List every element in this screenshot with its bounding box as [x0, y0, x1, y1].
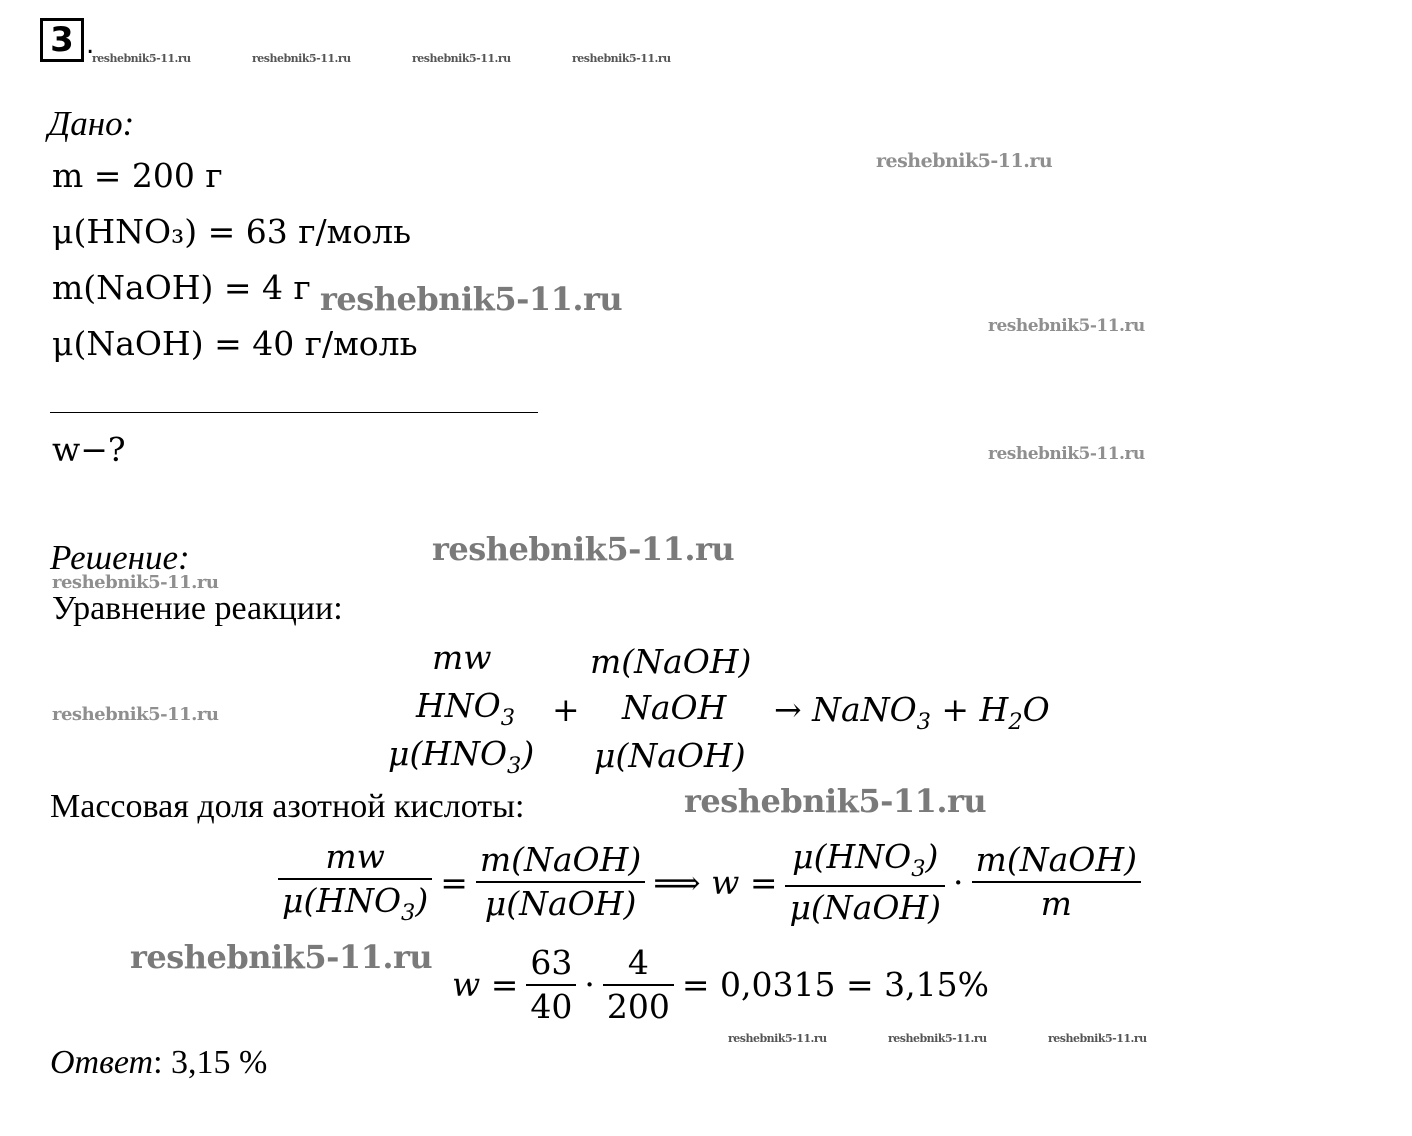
formula-line	[278, 838, 1141, 927]
fraction	[476, 841, 645, 923]
fraction-bar	[972, 881, 1141, 883]
calc-result: = 0,0315 = 3,15%	[681, 965, 989, 1005]
watermark: reshebnik5-11.ru	[252, 52, 351, 65]
fraction-denominator: 200	[606, 986, 670, 1026]
answer-line	[50, 1044, 267, 1082]
given-heading: Дано:	[48, 104, 135, 143]
fraction-bar	[785, 885, 945, 887]
reaction-above-right: m(NaOH)	[590, 642, 752, 681]
solution-heading: Решение:	[50, 538, 190, 577]
watermark: reshebnik5-11.ru	[432, 530, 735, 568]
multiply-dot: ·	[953, 862, 964, 902]
answer-value: : 3,15 %	[153, 1044, 268, 1081]
problem-number-dot: .	[86, 30, 95, 60]
reaction-reagent-left: $HNO_3$	[416, 686, 515, 731]
fraction	[972, 841, 1141, 923]
fraction-numerator: $\mu(HNO_3)$	[792, 837, 939, 882]
watermark: reshebnik5-11.ru	[728, 1032, 827, 1045]
fraction-numerator: mw	[325, 837, 385, 876]
fraction-bar	[603, 984, 674, 986]
reaction-above-left: mw	[432, 638, 492, 677]
watermark: reshebnik5-11.ru	[572, 52, 671, 65]
fraction-denominator: m	[1040, 884, 1072, 924]
mass-fraction-label: Массовая доля азотной кислоты:	[50, 788, 525, 825]
calculation-line	[452, 944, 989, 1026]
fraction-numerator: m(NaOH)	[479, 840, 642, 880]
fraction-denominator: μ(NaOH)	[484, 884, 637, 924]
multiply-dot: ·	[584, 965, 595, 1005]
fraction-bar	[476, 881, 645, 883]
divider-line	[50, 412, 538, 413]
given-line: m = 200 г	[52, 156, 223, 195]
reaction-reagent-right: NaOH	[622, 688, 727, 727]
calc-lhs: w =	[452, 965, 519, 1005]
fraction-denominator: μ(NaOH)	[789, 887, 942, 927]
watermark: reshebnik5-11.ru	[1048, 1032, 1147, 1045]
given-line: μ(NaOH) = 40 г/моль	[52, 324, 418, 363]
watermark: reshebnik5-11.ru	[888, 1032, 987, 1045]
answer-label: Ответ	[50, 1044, 154, 1081]
watermark: reshebnik5-11.ru	[92, 52, 191, 65]
watermark: reshebnik5-11.ru	[684, 782, 987, 820]
fraction-bar	[526, 984, 576, 986]
watermark: reshebnik5-11.ru	[320, 280, 623, 318]
watermark: reshebnik5-11.ru	[130, 938, 433, 976]
find-line: w−?	[52, 430, 126, 469]
fraction-numerator: 63	[530, 943, 573, 982]
problem-number: 3	[40, 18, 84, 62]
implies-sign: ⟹ w =	[653, 862, 778, 902]
fraction	[785, 838, 945, 927]
watermark: reshebnik5-11.ru	[52, 572, 219, 593]
reaction-label: Уравнение реакции:	[52, 590, 343, 627]
watermark: reshebnik5-11.ru	[412, 52, 511, 65]
fraction-denominator: $\mu(HNO_3)$	[282, 880, 429, 926]
fraction	[526, 944, 576, 1026]
given-line: μ(HNO₃) = 63 г/моль	[52, 212, 412, 251]
watermark: reshebnik5-11.ru	[876, 150, 1053, 172]
given-line: m(NaOH) = 4 г	[52, 268, 311, 307]
fraction-denominator: 40	[530, 986, 573, 1026]
reaction-below-left: $\mu(HNO_3)$	[388, 734, 535, 779]
fraction	[603, 944, 674, 1026]
watermark: reshebnik5-11.ru	[988, 444, 1145, 464]
fraction-numerator: 4	[627, 943, 649, 982]
watermark: reshebnik5-11.ru	[52, 704, 219, 725]
equals-sign: =	[440, 862, 468, 902]
watermark: reshebnik5-11.ru	[988, 316, 1145, 336]
fraction-numerator: m(NaOH)	[975, 840, 1137, 880]
reaction-products: → NaNO$_3$ + $H_2O$	[774, 690, 1050, 735]
fraction-bar	[278, 878, 432, 880]
reaction-plus: +	[552, 690, 580, 729]
fraction	[278, 838, 432, 927]
reaction-below-right: μ(NaOH)	[594, 736, 746, 775]
